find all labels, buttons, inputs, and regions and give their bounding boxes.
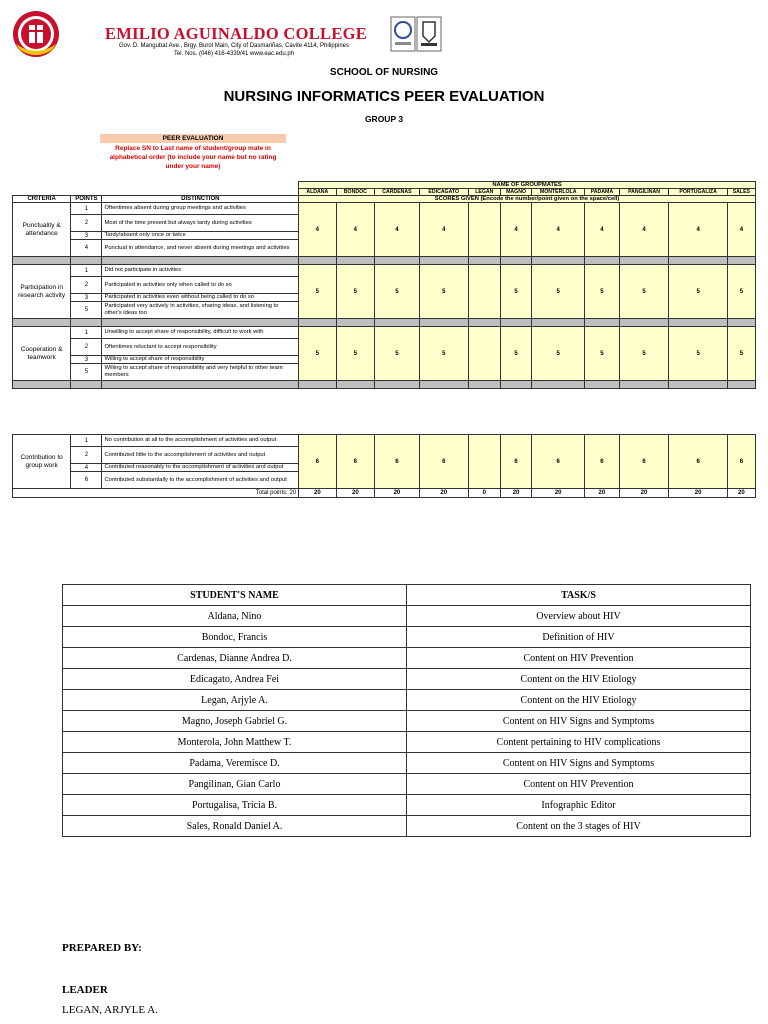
- table-row: [63, 690, 751, 711]
- score-cell: 5: [619, 265, 669, 319]
- level-description: Willing to accept share of responsibility: [102, 356, 299, 364]
- divider-cell: [727, 319, 755, 327]
- total-score: 20: [299, 489, 336, 498]
- groupmate-name: MONTERLOLA: [532, 189, 585, 196]
- table-row: [63, 774, 751, 795]
- groupmate-name: MAGNO: [500, 189, 531, 196]
- divider-cell: [532, 381, 585, 389]
- peer-evaluation-heading: PEER EVALUATION: [100, 134, 286, 143]
- page-title: NURSING INFORMATICS PEER EVALUATION: [223, 88, 545, 105]
- table-row: [63, 732, 751, 753]
- score-cell: 5: [500, 327, 531, 381]
- student-task: Overview about HIV: [407, 606, 751, 627]
- address-line: Gov. D. Mangubat Ave., Brgy. Burol Main, City of Dasmariñas, Cavite 4114, Philippines: [119, 43, 349, 49]
- total-points-label: Total points: 20: [13, 489, 299, 498]
- divider-cell: [419, 319, 468, 327]
- score-cell: 4: [669, 203, 727, 257]
- score-cell: 5: [299, 327, 336, 381]
- groupmate-name: LEGAN: [468, 189, 500, 196]
- level-description: Did not participate in activities: [102, 265, 299, 277]
- level-description: Tardy/absent only once or twice: [102, 232, 299, 240]
- student-name: Bondoc, Francis: [63, 627, 407, 648]
- score-cell: 6: [336, 435, 375, 489]
- divider-cell: [13, 381, 71, 389]
- table-row: [63, 606, 751, 627]
- college-name: EMILIO AGUINALDO COLLEGE: [105, 24, 368, 43]
- total-score: 20: [619, 489, 669, 498]
- groupmate-name: PORTUGALIZA: [669, 189, 727, 196]
- score-cell: 6: [500, 435, 531, 489]
- level-points: 3: [71, 356, 102, 364]
- groupmate-name: BONDOC: [336, 189, 375, 196]
- header-spacer: [13, 182, 299, 189]
- student-name: Legan, Arjyle A.: [63, 690, 407, 711]
- level-points: 3: [71, 294, 102, 302]
- task-assignment-table: [62, 584, 751, 837]
- divider-cell: [375, 319, 420, 327]
- groupmate-name: SALES: [727, 189, 755, 196]
- level-description: Punctual in attendance, and never absent during meetings and activities: [102, 240, 299, 257]
- score-cell: 6: [669, 435, 727, 489]
- college-address: [84, 42, 384, 58]
- groupmates-header: NAME OF GROUPMATES: [299, 182, 756, 189]
- level-description: Participated in activities even without being called to do so: [102, 294, 299, 302]
- score-cell: 5: [500, 265, 531, 319]
- student-task: Definition of HIV: [407, 627, 751, 648]
- divider-cell: [71, 319, 102, 327]
- table-row: [63, 753, 751, 774]
- level-points: 5: [71, 302, 102, 319]
- divider-cell: [102, 319, 299, 327]
- level-points: 1: [71, 203, 102, 215]
- score-cell: 4: [500, 203, 531, 257]
- level-description: Oftentimes absent during group meetings and activities: [102, 203, 299, 215]
- score-cell: 4: [336, 203, 375, 257]
- distinction-header: DISTINCTION: [102, 196, 299, 203]
- table-row: [13, 203, 756, 215]
- table-row: [13, 265, 756, 277]
- divider-cell: [13, 319, 71, 327]
- prepared-by-label: PREPARED BY:: [62, 942, 142, 954]
- score-cell: 5: [585, 327, 619, 381]
- level-description: Contributed reasonably to the accomplishment of activities and output: [102, 464, 299, 472]
- level-description: Contributed substantially to the accomplishment of activities and output: [102, 472, 299, 489]
- divider-cell: [669, 257, 727, 265]
- score-cell: 5: [619, 327, 669, 381]
- divider-cell: [727, 257, 755, 265]
- table-row: [63, 711, 751, 732]
- level-description: Participated very actively in activities, sharing ideas, and listening to other's ideas too: [102, 302, 299, 319]
- divider-cell: [727, 381, 755, 389]
- student-task: Content pertaining to HIV complications: [407, 732, 751, 753]
- student-task: Content on the 3 stages of HIV: [407, 816, 751, 837]
- score-cell: 6: [299, 435, 336, 489]
- student-name: Magno, Joseph Gabriel G.: [63, 711, 407, 732]
- score-cell: 5: [669, 265, 727, 319]
- level-points: 4: [71, 240, 102, 257]
- total-score: 20: [419, 489, 468, 498]
- groupmate-name: PANGILINAN: [619, 189, 669, 196]
- total-score: 20: [336, 489, 375, 498]
- divider-cell: [468, 319, 500, 327]
- divider-cell: [375, 257, 420, 265]
- score-cell: 5: [336, 265, 375, 319]
- score-cell: [468, 203, 500, 257]
- divider-cell: [13, 257, 71, 265]
- divider-cell: [500, 257, 531, 265]
- level-points: 2: [71, 339, 102, 356]
- divider-cell: [419, 381, 468, 389]
- divider-cell: [299, 257, 336, 265]
- score-cell: 4: [419, 203, 468, 257]
- level-description: Unwilling to accept share of responsibility, difficult to work with: [102, 327, 299, 339]
- divider-cell: [336, 257, 375, 265]
- total-score: 20: [532, 489, 585, 498]
- score-cell: 6: [585, 435, 619, 489]
- student-name: Padama, Veremisce D.: [63, 753, 407, 774]
- divider-cell: [619, 381, 669, 389]
- divider-cell: [71, 257, 102, 265]
- score-cell: 6: [532, 435, 585, 489]
- divider-cell: [468, 381, 500, 389]
- divider-cell: [532, 257, 585, 265]
- divider-cell: [532, 319, 585, 327]
- school-name: SCHOOL OF NURSING: [329, 67, 439, 78]
- level-points: 2: [71, 215, 102, 232]
- table-row: [63, 648, 751, 669]
- divider-cell: [336, 319, 375, 327]
- score-cell: 6: [727, 435, 755, 489]
- divider-cell: [585, 319, 619, 327]
- score-cell: 4: [375, 203, 420, 257]
- divider-cell: [71, 381, 102, 389]
- leader-label: LEADER: [62, 984, 108, 996]
- score-cell: 5: [727, 265, 755, 319]
- table-row: [63, 795, 751, 816]
- score-cell: 5: [375, 327, 420, 381]
- total-score: 20: [500, 489, 531, 498]
- level-points: 5: [71, 364, 102, 381]
- score-cell: 6: [375, 435, 420, 489]
- certification-badges: [390, 16, 442, 52]
- divider-cell: [669, 381, 727, 389]
- contact-line: Tel. Nos. (046) 416-4339/41 www.eac.edu.ph: [173, 51, 295, 57]
- divider-cell: [468, 257, 500, 265]
- peer-evaluation-instructions: [100, 134, 286, 171]
- score-cell: 5: [336, 327, 375, 381]
- groupmate-name: EDICAGATO: [419, 189, 468, 196]
- groupmate-name: PADAMA: [585, 189, 619, 196]
- student-name: Cardenas, Dianne Andrea D.: [63, 648, 407, 669]
- level-points: 1: [71, 327, 102, 339]
- total-score: 20: [585, 489, 619, 498]
- score-cell: 6: [619, 435, 669, 489]
- total-score: 20: [669, 489, 727, 498]
- student-name: Sales, Ronald Daniel A.: [63, 816, 407, 837]
- score-cell: 5: [532, 265, 585, 319]
- level-points: 3: [71, 232, 102, 240]
- leader-name: LEGAN, ARJYLE A.: [62, 1004, 158, 1016]
- groupmate-name: CARDENAS: [375, 189, 420, 196]
- score-cell: 5: [727, 327, 755, 381]
- divider-cell: [299, 319, 336, 327]
- divider-cell: [102, 257, 299, 265]
- level-points: 4: [71, 464, 102, 472]
- score-cell: 5: [299, 265, 336, 319]
- criteria-name: Participation in research activity: [13, 265, 71, 319]
- student-task: Content on HIV Prevention: [407, 648, 751, 669]
- score-cell: [468, 327, 500, 381]
- level-description: Participated in activities only when called to do so: [102, 277, 299, 294]
- score-cell: 5: [669, 327, 727, 381]
- score-cell: 4: [619, 203, 669, 257]
- groupmate-name: ALDANA: [299, 189, 336, 196]
- level-description: Oftentimes reluctant to accept responsibility: [102, 339, 299, 356]
- score-cell: 5: [419, 327, 468, 381]
- college-seal-logo: [12, 10, 60, 58]
- divider-cell: [500, 381, 531, 389]
- table-row: [13, 327, 756, 339]
- score-cell: 4: [532, 203, 585, 257]
- level-description: Willing to accept share of responsibility and very helpful to other team members: [102, 364, 299, 381]
- student-task: Content on the HIV Etiology: [407, 669, 751, 690]
- level-description: No contribution at all to the accomplishment of activities and output: [102, 435, 299, 447]
- header-spacer: [13, 189, 299, 196]
- score-cell: [468, 265, 500, 319]
- score-cell: 5: [585, 265, 619, 319]
- divider-cell: [299, 381, 336, 389]
- divider-cell: [102, 381, 299, 389]
- score-cell: 6: [419, 435, 468, 489]
- student-task: Infographic Editor: [407, 795, 751, 816]
- total-score: 20: [375, 489, 420, 498]
- student-name: Aldana, Nino: [63, 606, 407, 627]
- table-row: [13, 435, 756, 447]
- scores-header: SCORES GIVEN (Encode the number/point given on the space/cell): [299, 196, 756, 203]
- student-task: Content on the HIV Etiology: [407, 690, 751, 711]
- student-task: Content on HIV Signs and Symptoms: [407, 711, 751, 732]
- instruction-note: Replace SN to Last name of student/group mate in alphabetical order (to include your name but no rating under your name): [109, 145, 277, 170]
- score-cell: 5: [375, 265, 420, 319]
- student-name: Monterola, John Matthew T.: [63, 732, 407, 753]
- level-description: Contributed little to the accomplishment of activities and output: [102, 447, 299, 464]
- divider-cell: [669, 319, 727, 327]
- score-cell: 4: [299, 203, 336, 257]
- level-description: Most of the time present but always tardy during activities: [102, 215, 299, 232]
- total-score: 20: [727, 489, 755, 498]
- student-name: Portugalisa, Tricia B.: [63, 795, 407, 816]
- table-row: [63, 627, 751, 648]
- divider-cell: [585, 381, 619, 389]
- criteria-header: CRITERIA: [13, 196, 71, 203]
- divider-cell: [500, 319, 531, 327]
- table-row: [63, 669, 751, 690]
- score-cell: 4: [585, 203, 619, 257]
- level-points: 2: [71, 277, 102, 294]
- divider-cell: [419, 257, 468, 265]
- divider-cell: [619, 319, 669, 327]
- criteria-name: Contribution to group work: [13, 435, 71, 489]
- student-task: Content on HIV Signs and Symptoms: [407, 753, 751, 774]
- student-name: Edicagato, Andrea Fei: [63, 669, 407, 690]
- task-header: TASK/S: [407, 585, 751, 606]
- score-cell: 4: [727, 203, 755, 257]
- table-row: [63, 816, 751, 837]
- divider-cell: [585, 257, 619, 265]
- criteria-name: Punctuality & attendance: [13, 203, 71, 257]
- divider-cell: [375, 381, 420, 389]
- score-cell: [468, 435, 500, 489]
- level-points: 1: [71, 265, 102, 277]
- student-name-header: STUDENT'S NAME: [63, 585, 407, 606]
- divider-cell: [336, 381, 375, 389]
- table-spacer: [13, 389, 756, 435]
- student-task: Content on HIV Prevention: [407, 774, 751, 795]
- score-cell: 5: [419, 265, 468, 319]
- criteria-name: Cooperation & teamwork: [13, 327, 71, 381]
- score-cell: 5: [532, 327, 585, 381]
- level-points: 2: [71, 447, 102, 464]
- points-header: POINTS: [71, 196, 102, 203]
- level-points: 1: [71, 435, 102, 447]
- total-score: 0: [468, 489, 500, 498]
- level-points: 6: [71, 472, 102, 489]
- group-label: GROUP 3: [364, 114, 404, 124]
- student-name: Pangilinan, Gian Carlo: [63, 774, 407, 795]
- divider-cell: [619, 257, 669, 265]
- peer-evaluation-table: [12, 181, 756, 498]
